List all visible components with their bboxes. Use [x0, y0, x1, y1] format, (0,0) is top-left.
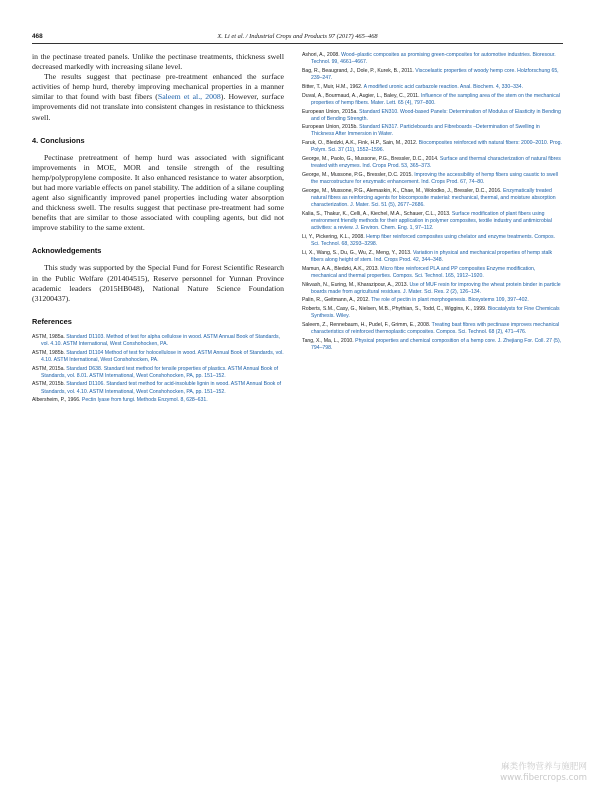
reference-link[interactable]: Biocatalysts for Fine Chemicals Synthesis. Wiley.	[311, 306, 560, 320]
reference-item	[302, 297, 562, 304]
reference-authors: Ashori, A., 2008.	[302, 52, 342, 58]
reference-list-left	[32, 334, 284, 405]
paragraph-results-text-a: The results suggest that pectinase pre-treatment enhanced the surface activities of hemp hurd, thereby improving mechanical properties in a manner similar to that found with bast fibers (	[32, 72, 284, 102]
reference-authors: Mamun, A.A., Bledzki, A.K., 2013.	[302, 265, 381, 272]
reference-item	[302, 84, 562, 91]
reference-link[interactable]: Surface and thermal characterization of natural fibres treated with enzymes. Ind. Crops Prod. 53, 365–373.	[311, 156, 561, 170]
reference-link[interactable]: Standard EN317. Particleboards and Fibreboards –Determination of Swelling in Thickness After Immersion in Water.	[311, 124, 540, 138]
acknowledgements-heading: Acknowledgements	[32, 246, 102, 256]
reference-link[interactable]: Hemp fiber reinforced composites using chelator and enzyme treatments. Compos. Sci. Technol. 68, 3293–3298.	[311, 233, 555, 247]
reference-item	[302, 250, 562, 264]
watermark-title: 麻类作物营养与施肥网	[501, 762, 587, 772]
reference-authors: Duval, A., Bourmaud, A., Augier, L., Baley, C., 2011.	[302, 92, 421, 99]
journal-citation: X. Li et al. / Industrial Crops and Products 97 (2017) 465–468	[217, 33, 378, 40]
reference-item	[302, 68, 562, 82]
conclusions-paragraph: Pectinase pretreatment of hemp hurd was associated with significant improvements in MOE, MOR and tensile strength of the resulting hemp/polypropylene composite. It also enhanced resistance to water absorption, but had more variable effects on panel stability. The addition of a silane coupling agent also significantly improved panel properties including water absorption and thickness swell. The results suggest that pectinase pre-treatment had some benefits that are similar to those associated with coupling agents, but did not improve stability to the same extent.	[32, 152, 284, 233]
watermark-url: www.fibercrops.com	[500, 773, 587, 783]
reference-item	[32, 350, 284, 364]
reference-authors: Nikvash, N., Euring, M., Kharazipour, A., 2013.	[302, 281, 410, 288]
reference-link[interactable]: Physical properties and chemical composition of a hemp core. J. Zhejiang For. Coll. 27 (5), 794–798.	[311, 338, 562, 352]
reference-link[interactable]: Standard D638. Standard test method for tensile properties of plastics. ASTM Annual Book of Standards, vol. 8.01. ASTM International, West Conshohocken, PA, pp. 151–152.	[41, 365, 279, 379]
reference-authors: Saleem, Z., Rennebaum, H., Pudel, F., Grimm, E., 2008.	[302, 322, 432, 329]
site-watermark	[500, 762, 587, 784]
reference-item	[302, 156, 562, 170]
reference-authors: European Union, 2015b.	[302, 124, 360, 131]
reference-authors: George, M., Mussone, P.G., Alemaskin, K., Chae, M., Wolodko, J., Bressler, D.C., 2016.	[302, 187, 503, 194]
acknowledgements-paragraph: This study was supported by the Special Fund for Forest Scientific Research in the Public Welfare (201404515), Reserve personnel for Yunnan Province academic leaders (2015HB048), National Nature Science Foundation (31200437).	[32, 263, 284, 303]
running-header	[32, 33, 563, 44]
reference-link[interactable]: A modified uronic acid carbazole reaction. Anal. Biochem. 4, 330–334.	[363, 83, 524, 90]
reference-authors: Kalia, S., Thakur, K., Celli, A., Kiechel, M.A., Schauer, C.L., 2013.	[302, 210, 452, 217]
reference-link[interactable]: Wood–plastic composites as promising green-composites for automotive industries. Bioresour. Technol. 99, 4661–4667.	[311, 52, 556, 66]
paragraph-results	[32, 72, 284, 122]
reference-link[interactable]: Variation in physical and mechanical properties of hemp stalk fibers along height of stem. Ind. Crops Prod. 42, 344–348.	[311, 249, 553, 263]
reference-link[interactable]: Enzymatically treated natural fibres as reinforcing agents for biocomposite material: mechanical, thermal, and moisture absorption characterization. J. Mater. Sci. 51 (5), 2677–2686.	[311, 187, 556, 209]
reference-link[interactable]: Viscoelastic properties of woody hemp core. Holzforschung 65, 239–247.	[311, 67, 559, 81]
reference-authors: George, M., Paolo, G., Mussone, P.G., Bressler, D.C., 2014.	[302, 156, 440, 163]
reference-authors: European Union, 2015a.	[302, 108, 360, 115]
reference-item	[302, 266, 562, 280]
reference-link[interactable]: Biocomposites reinforced with natural fibers: 2000–2010. Prog. Polym. Sci. 37 (11), 1552–1596.	[311, 140, 562, 154]
reference-link[interactable]: Treating bast fibres with pectinase improves mechanical characteristics of reinforced thermoplastic composites. Compos. Sci. Technol. 68 (2), 471–476.	[311, 322, 560, 336]
reference-link[interactable]: The role of pectin in plant morphogenesis. Biosystems 109, 397–402.	[371, 297, 529, 304]
reference-link[interactable]: Standard D1106. Standard test method for acid-insoluble lignin in wood. ASTM Annual Book of Standards, vol. 4.10. ASTM International, West Conshohocken, PA, pp. 151–152.	[41, 381, 282, 395]
reference-link[interactable]: Standard D1103. Method of test for alpha cellulose in wood. ASTM Annual Book of Standards, vol. 4.10. ASTM International, West Conshohocken, PA.	[41, 333, 280, 347]
reference-link[interactable]: Influence of the sampling area of the stem on the mechanical properties of hemp fibers. Mater. Lett. 65 (4), 797–800.	[311, 92, 560, 106]
reference-item	[302, 93, 562, 107]
reference-item	[302, 109, 562, 123]
reference-item	[302, 282, 562, 296]
reference-authors: ASTM, 2015a.	[32, 365, 67, 372]
citation-link-saleem[interactable]: Saleem et al., 2008	[157, 92, 221, 102]
reference-authors: Albersheim, P., 1966.	[32, 397, 82, 404]
reference-item	[32, 397, 284, 404]
reference-link[interactable]: Standard EN310. Wood-based Panels: Determination of Modulus of Elasticity in Bending and of Bending Strength.	[311, 108, 561, 122]
reference-authors: Bag, R., Beaugrand, J., Dole, P., Kurek, B., 2011.	[302, 67, 416, 74]
reference-authors: Faruk, O., Bledzki, A.K., Fink, H.P., Sain, M., 2012.	[302, 140, 419, 147]
right-column	[302, 52, 562, 354]
reference-item	[302, 52, 562, 66]
reference-authors: Li, X., Wang, S., Du, G., Wu, Z., Meng, Y., 2013.	[302, 249, 413, 256]
reference-authors: Li, Y., Pickering, K.L., 2008.	[302, 233, 367, 240]
reference-link[interactable]: Improving the accessibility of hemp fibers using caustic to swell the macrostructure for enzymatic enhancement. Ind. Crops Prod. 67, 74–80.	[311, 172, 558, 186]
reference-authors: Roberts, S.M., Casy, G., Nielsen, M.B., Phythian, S., Todd, C., Wiggins, K., 1999.	[302, 306, 488, 313]
reference-authors: George, M., Mussone, P.G., Bressler, D.C. 2015.	[302, 172, 415, 179]
reference-item	[302, 140, 562, 154]
reference-item	[32, 366, 284, 380]
reference-authors: ASTM, 1985b.	[32, 349, 67, 356]
reference-item	[302, 124, 562, 138]
reference-list-right	[302, 52, 562, 352]
references-heading: References	[32, 316, 72, 326]
reference-link[interactable]: Micro fibre reinforced PLA and PP composites Enzyme modification, mechanical and thermal properties. Compos. Sci. Technol. 165, 1912–1920.	[311, 265, 536, 279]
reference-item	[302, 188, 562, 209]
reference-link[interactable]: Pectin lyase from fungi. Methods Enzymol. 8, 628–631.	[81, 397, 208, 404]
reference-item	[302, 338, 562, 352]
reference-link[interactable]: Use of MUF resin for improving the wheat protein binder in particle boards made from agricultural residues. J. Mater. Sci. Res. 2 (2), 126–134.	[311, 281, 561, 295]
conclusions-heading: 4. Conclusions	[32, 135, 85, 145]
reference-item	[302, 211, 562, 232]
reference-item	[302, 306, 562, 320]
reference-link[interactable]: Surface modification of plant fibers using environment friendly methods for their application in polymer composites, textile industry and antimicrobial activities: a review. J. Environ. Chem. Eng. 1, 97–112.	[311, 210, 552, 231]
reference-authors: Bitter, T., Muir, H.M., 1962.	[302, 83, 364, 90]
reference-authors: Palin, R., Geitmann, A., 2012.	[302, 297, 372, 304]
reference-item	[32, 381, 284, 395]
left-column	[32, 52, 284, 406]
reference-item	[302, 322, 562, 336]
paragraph-results-text-b: ). However, surface improvements did not translate into consistent changes in resistance to thickness swell.	[32, 92, 285, 122]
page-number: 468	[32, 33, 43, 40]
reference-item	[302, 234, 562, 248]
reference-link[interactable]: Standard D1104 Method of test for holocellulose in wood. ASTM Annual Book of Standards, vol. 4.10. ASTM International, West Conshohocken, PA.	[41, 349, 284, 363]
reference-authors: ASTM, 1985a.	[32, 333, 67, 340]
reference-authors: Tang, X., Ma, L., 2010.	[302, 338, 356, 345]
reference-item	[32, 334, 284, 348]
paragraph-continued: in the pectinase treated panels. Unlike the pectinase treatments, thickness swell decreased markedly with increasing silane level.	[32, 52, 284, 72]
reference-authors: ASTM, 2015b.	[32, 381, 67, 388]
reference-item	[302, 172, 562, 186]
